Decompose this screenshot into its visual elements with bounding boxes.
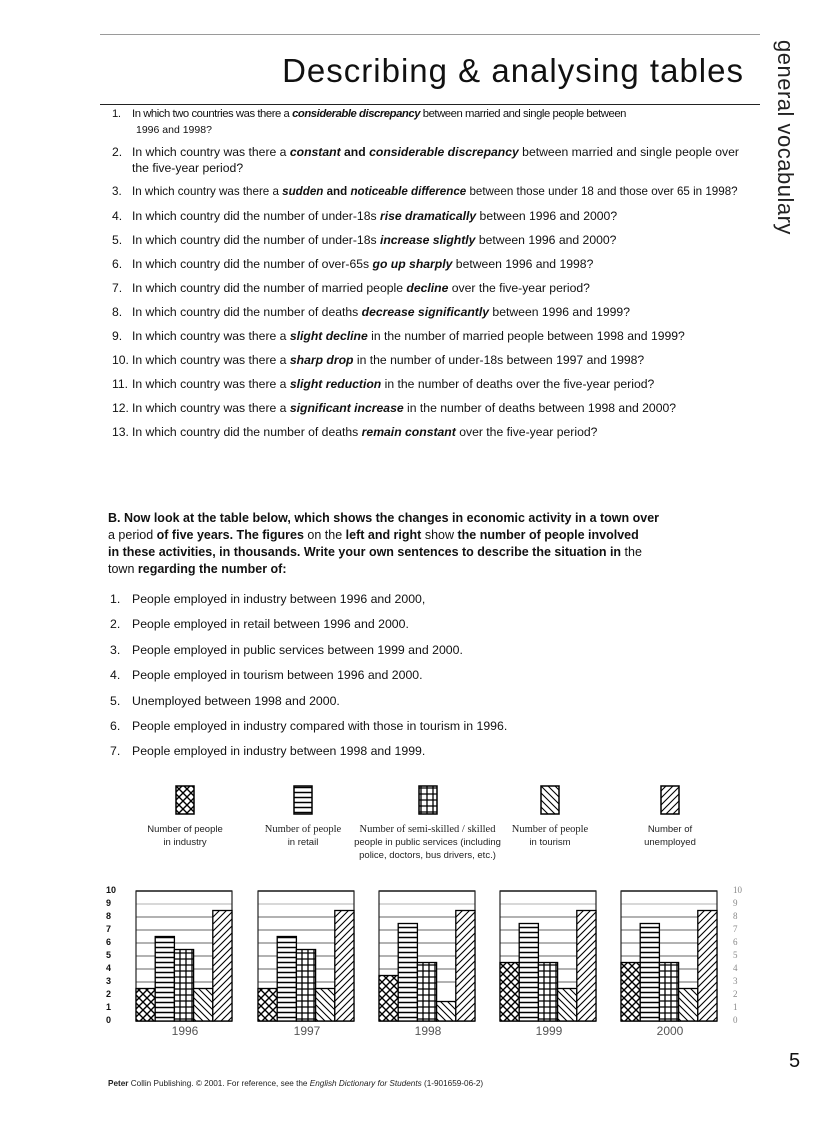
question-item: 10. In which country was there a sharp drop in the number of under-18s between 1997 and 1998? <box>112 353 645 367</box>
y-tick-label: 4 <box>733 963 738 973</box>
title-rule <box>100 104 760 105</box>
y-tick-label: 3 <box>733 976 738 986</box>
year-label: 2000 <box>656 1024 684 1038</box>
footer-credit: Peter Collin Publishing. © 2001. For reference, see the English Dictionary for Students (1-901659-06-2) <box>108 1079 484 1088</box>
bar-chart-2000 <box>620 890 718 1024</box>
y-tick-label: 5 <box>733 950 738 960</box>
question-item: 2. In which country was there a constant and considerable discrepancy between married and single people over the five-year period? <box>112 145 739 175</box>
bar-forward-diagonal <box>577 911 596 1022</box>
question-item: 4. In which country did the number of under-18s rise dramatically between 1996 and 2000? <box>112 209 618 223</box>
question-item: 12. In which country was there a significant increase in the number of deaths between 1998 and 2000? <box>112 401 677 415</box>
bar-chart-1998 <box>378 890 476 1024</box>
y-tick-label: 5 <box>106 950 112 960</box>
bar-forward-diagonal <box>456 911 475 1022</box>
crosshatch-swatch-icon <box>175 785 195 815</box>
question-item: 11. In which country was there a slight reduction in the number of deaths over the five-year period? <box>112 377 655 391</box>
y-tick-label: 8 <box>106 911 112 921</box>
task-item: 1. People employed in industry between 1996 and 2000, <box>110 592 426 606</box>
top-rule <box>100 34 760 35</box>
page-number: 5 <box>789 1050 801 1072</box>
task-item: 7. People employed in industry between 1998 and 1999. <box>110 744 426 759</box>
legend-public-services: Number of semi-skilled / skilled people in public services (including police, doctors, bus drivers, etc.) <box>350 785 505 862</box>
task-list <box>110 592 507 770</box>
bar-grid <box>296 950 315 1022</box>
horizontal-lines-swatch-icon <box>293 785 313 815</box>
y-tick-label: 9 <box>733 898 738 908</box>
bar-crosshatch <box>258 989 277 1022</box>
bar-chart-1997 <box>257 890 355 1024</box>
bar-crosshatch <box>379 976 398 1022</box>
task-item: 4. People employed in tourism between 1996 and 2000. <box>110 668 423 683</box>
forward-diagonal-swatch-icon <box>660 785 680 815</box>
y-tick-label: 2 <box>106 989 112 999</box>
section-b-instructions: B. Now look at the table below, which shows the changes in economic activity in a town over a period of five years. The figures on the left and right show the number of people involved in these activities, in thousands. Write your own sentences to describe the situation in the town regarding the number of: <box>108 511 660 576</box>
y-tick-label: 6 <box>733 937 738 947</box>
y-tick-label: 6 <box>106 937 112 947</box>
question-item: 13. In which country did the number of deaths remain constant over the five-year period? <box>112 425 598 439</box>
task-item: 6. People employed in industry compared with those in tourism in 1996. <box>110 718 508 733</box>
bar-horizontal <box>155 937 174 1022</box>
bar-crosshatch <box>136 989 155 1022</box>
task-item: 2. People employed in retail between 1996 and 2000. <box>110 617 409 632</box>
y-tick-label: 2 <box>733 989 738 999</box>
y-tick-label: 10 <box>733 885 742 895</box>
y-tick-label: 7 <box>106 924 112 934</box>
bar-forward-diagonal <box>698 911 717 1022</box>
y-tick-label: 7 <box>733 924 738 934</box>
question-item: 9. In which country was there a slight decline in the number of married people between 1998 and 1999? <box>112 329 685 343</box>
question-list <box>112 106 747 448</box>
bar-horizontal <box>640 924 659 1022</box>
question-item: 6. In which country did the number of over-65s go up sharply between 1996 and 1998? <box>112 257 594 271</box>
bar-grid <box>538 963 557 1022</box>
task-item: 3. People employed in public services between 1999 and 2000. <box>110 642 463 657</box>
y-tick-label: 10 <box>106 885 117 895</box>
y-tick-label: 0 <box>733 1015 738 1025</box>
bar-back-diagonal <box>194 989 213 1022</box>
bar-chart-1996 <box>135 890 233 1024</box>
bar-grid <box>174 950 193 1022</box>
y-tick-label: 3 <box>106 976 112 986</box>
year-label: 1998 <box>414 1024 442 1038</box>
bar-forward-diagonal <box>213 911 232 1022</box>
y-tick-label: 4 <box>106 963 112 973</box>
bar-back-diagonal <box>558 989 577 1022</box>
bar-crosshatch <box>621 963 640 1022</box>
y-tick-label: 0 <box>106 1015 112 1025</box>
bar-grid <box>659 963 678 1022</box>
bar-horizontal <box>398 924 417 1022</box>
year-label: 1996 <box>171 1024 199 1038</box>
bar-back-diagonal <box>437 1002 456 1022</box>
y-tick-label: 1 <box>106 1002 112 1012</box>
year-label: 1997 <box>293 1024 321 1038</box>
bar-grid <box>417 963 436 1022</box>
page-title: Describing & analysing tables <box>282 52 744 89</box>
question-item: 8. In which country did the number of deaths decrease significantly between 1996 and 1999? <box>112 305 630 319</box>
y-tick-label: 8 <box>733 911 738 921</box>
bar-back-diagonal <box>316 989 335 1022</box>
question-item: 1. In which two countries was there a considerable discrepancy between married and single people between 1996 and 1998? <box>112 108 626 136</box>
legend-tourism: Number of people in tourism <box>505 785 595 849</box>
y-tick-label: 9 <box>106 898 112 908</box>
task-item: 5. Unemployed between 1998 and 2000. <box>110 693 340 708</box>
back-diagonal-swatch-icon <box>540 785 560 815</box>
section-side-label: general vocabulary <box>773 40 798 235</box>
bar-back-diagonal <box>679 989 698 1022</box>
bar-forward-diagonal <box>335 911 354 1022</box>
year-label: 1999 <box>535 1024 563 1038</box>
legend-industry: Number of people in industry <box>130 785 240 849</box>
bar-horizontal <box>277 937 296 1022</box>
question-item: 5. In which country did the number of under-18s increase slightly between 1996 and 2000? <box>112 233 617 247</box>
bar-chart-1999 <box>499 890 597 1024</box>
legend-unemployed: Number of unemployed <box>625 785 715 849</box>
y-tick-label: 1 <box>733 1002 738 1012</box>
legend-retail: Number of people in retail <box>258 785 348 849</box>
question-item: 3. In which country was there a sudden and noticeable difference between those under 18 and those over 65 in 1998? <box>112 185 738 198</box>
bar-crosshatch <box>500 963 519 1022</box>
bar-horizontal <box>519 924 538 1022</box>
grid-swatch-icon <box>418 785 438 815</box>
question-item: 7. In which country did the number of married people decline over the five-year period? <box>112 281 590 295</box>
